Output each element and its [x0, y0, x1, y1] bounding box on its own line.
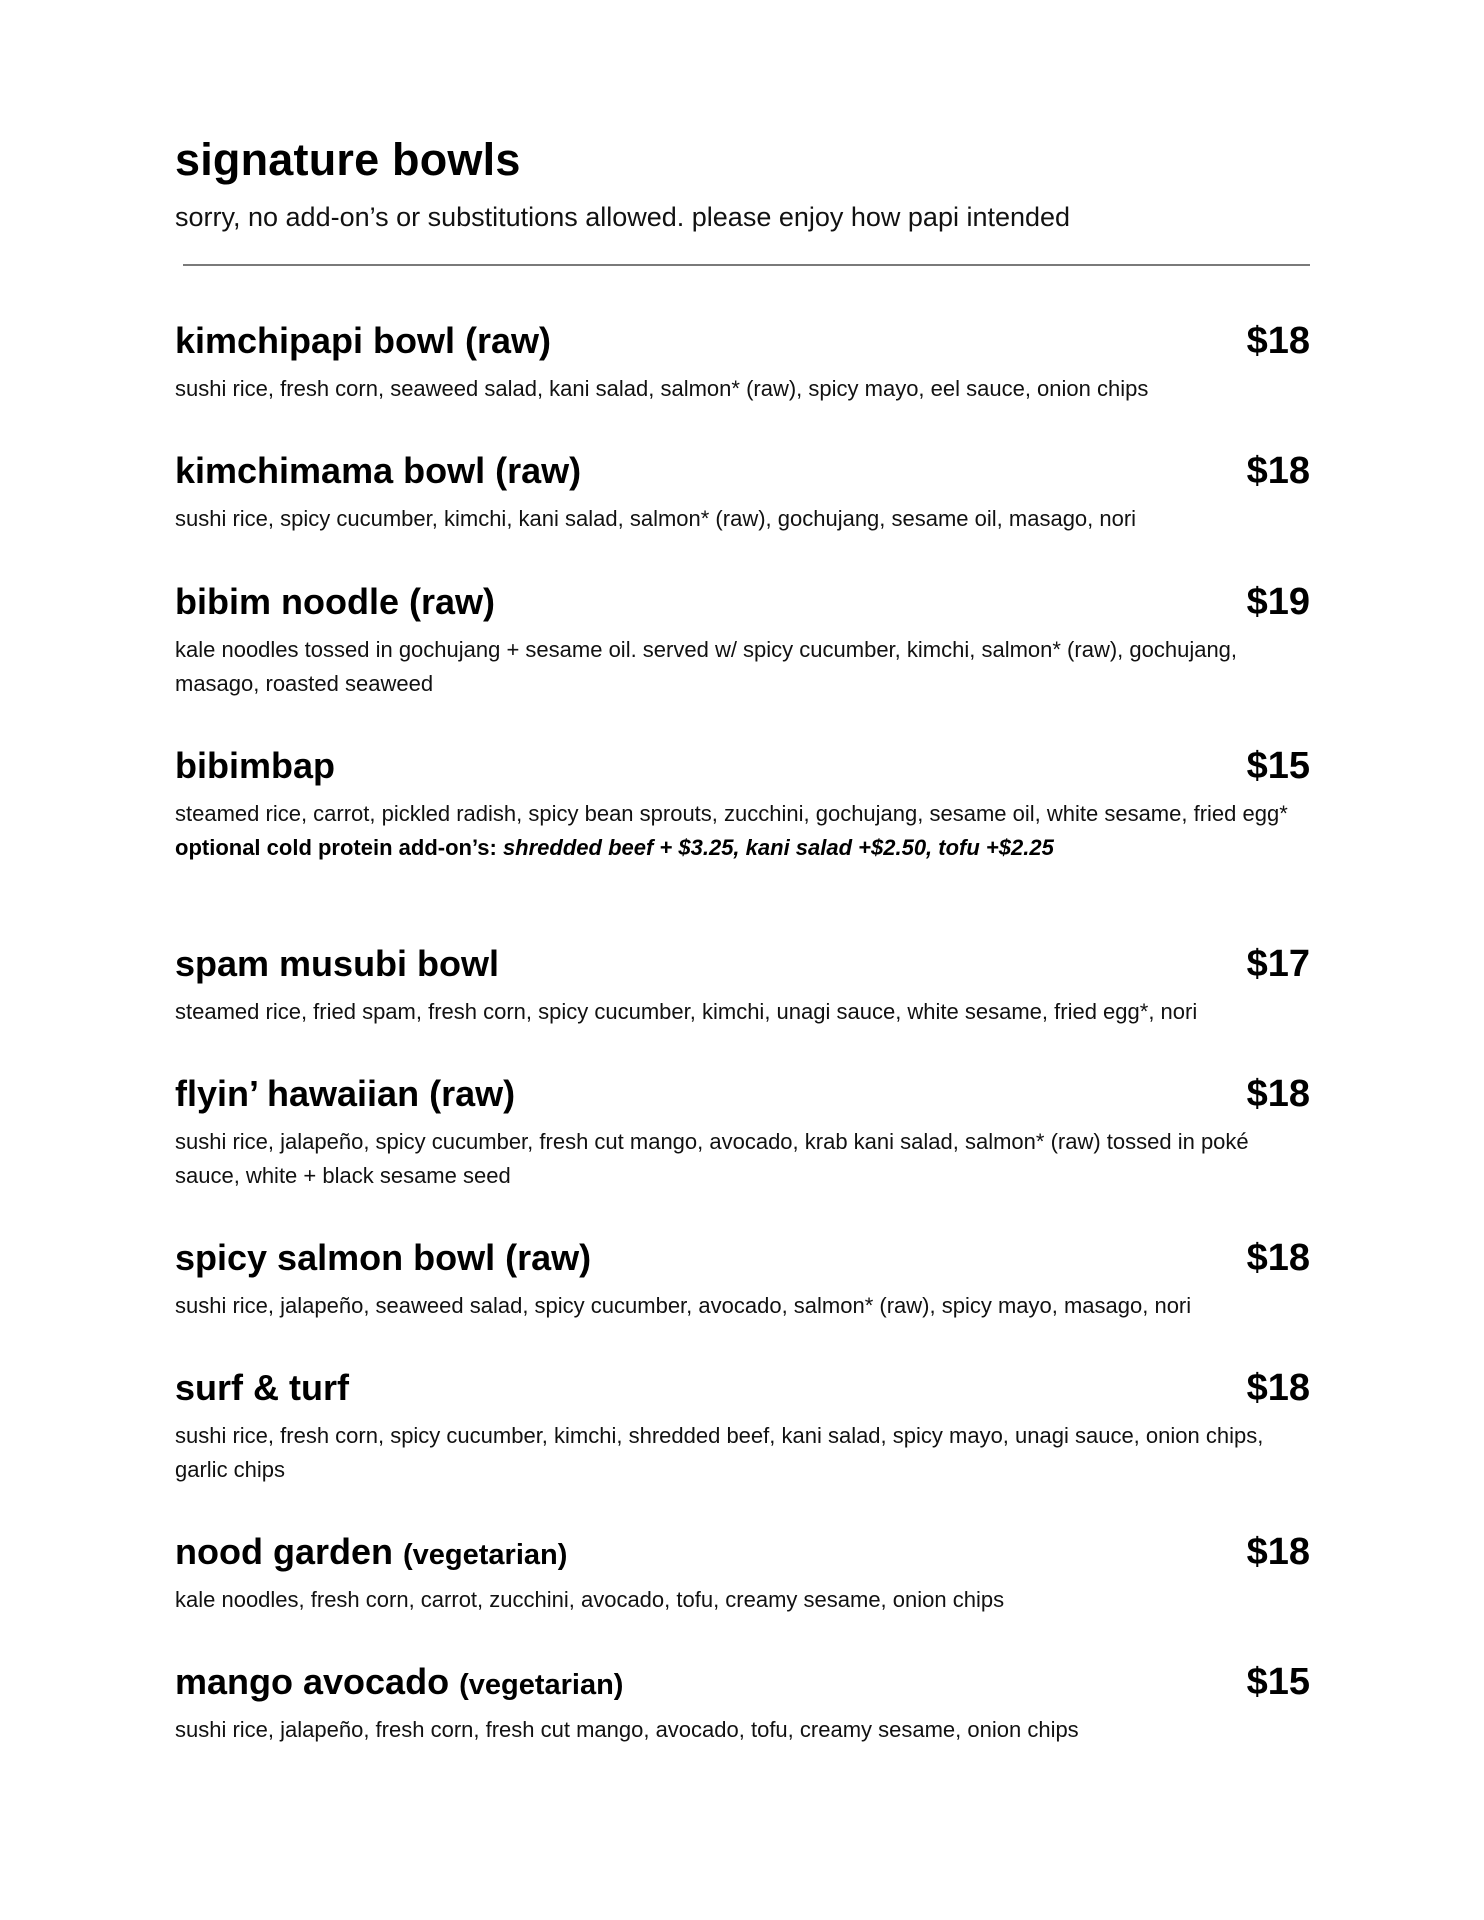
- divider: [183, 264, 1310, 266]
- item-price: $18: [1246, 320, 1310, 362]
- menu-item: [175, 1235, 1310, 1323]
- item-price: $18: [1246, 1531, 1310, 1573]
- menu-item: [175, 1071, 1310, 1193]
- item-name: kimchipapi bowl (raw): [175, 320, 552, 361]
- menu-item: [175, 448, 1310, 536]
- menu-item: [175, 1659, 1310, 1747]
- item-name: nood garden (vegetarian): [175, 1531, 568, 1572]
- item-description: sushi rice, jalapeño, fresh corn, fresh cut mango, avocado, tofu, creamy sesame, onion chips: [175, 1717, 1079, 1742]
- item-description: kale noodles tossed in gochujang + sesame oil. served w/ spicy cucumber, kimchi, salmon* (raw), gochujang, masago, roasted seaweed: [175, 637, 1238, 696]
- vegetarian-tag: (vegetarian): [459, 1669, 624, 1701]
- item-price: $19: [1246, 581, 1310, 623]
- menu-item: [175, 1365, 1310, 1487]
- addons-label: optional cold protein add-on’s:: [175, 835, 503, 860]
- item-price: $17: [1246, 943, 1310, 985]
- menu-item: [175, 579, 1310, 701]
- item-description: steamed rice, fried spam, fresh corn, spicy cucumber, kimchi, unagi sauce, white sesame, fried egg*, nori: [175, 999, 1198, 1024]
- item-price: $18: [1246, 1367, 1310, 1409]
- item-price: $18: [1246, 1073, 1310, 1115]
- item-price: $15: [1246, 1661, 1310, 1703]
- item-price: $18: [1246, 1237, 1310, 1279]
- item-name: kimchimama bowl (raw): [175, 450, 582, 491]
- item-description: sushi rice, fresh corn, seaweed salad, kani salad, salmon* (raw), spicy mayo, eel sauce, onion chips: [175, 376, 1149, 401]
- item-description: sushi rice, spicy cucumber, kimchi, kani salad, salmon* (raw), gochujang, sesame oil, masago, nori: [175, 506, 1137, 531]
- item-description: sushi rice, jalapeño, seaweed salad, spicy cucumber, avocado, salmon* (raw), spicy mayo, masago, nori: [175, 1293, 1192, 1318]
- menu-item: [175, 318, 1310, 406]
- item-description: kale noodles, fresh corn, carrot, zucchini, avocado, tofu, creamy sesame, onion chips: [175, 1587, 1005, 1612]
- item-name: mango avocado (vegetarian): [175, 1661, 624, 1702]
- item-addons: [175, 831, 1310, 865]
- item-description: sushi rice, fresh corn, spicy cucumber, kimchi, shredded beef, kani salad, spicy mayo, unagi sauce, onion chips, garlic chips: [175, 1423, 1264, 1482]
- page-subtitle: sorry, no add-on’s or substitutions allowed. please enjoy how papi intended: [175, 202, 1071, 232]
- item-price: $15: [1246, 745, 1310, 787]
- item-name: spam musubi bowl: [175, 943, 500, 984]
- menu-item: [175, 941, 1310, 1029]
- vegetarian-tag: (vegetarian): [403, 1539, 568, 1571]
- page-title: signature bowls: [175, 134, 521, 185]
- item-name: flyin’ hawaiian (raw): [175, 1073, 516, 1114]
- menu-item: [175, 1529, 1310, 1617]
- item-name: spicy salmon bowl (raw): [175, 1237, 592, 1278]
- item-name: surf & turf: [175, 1367, 349, 1408]
- item-name: bibim noodle (raw): [175, 581, 495, 622]
- addons-list: shredded beef + $3.25, kani salad +$2.50, tofu +$2.25: [502, 835, 1054, 860]
- item-description: sushi rice, jalapeño, spicy cucumber, fresh cut mango, avocado, krab kani salad, salmon* (raw) tossed in poké sauce, white + black sesame seed: [175, 1129, 1249, 1188]
- item-name: bibimbap: [175, 745, 335, 786]
- menu-item: [175, 743, 1310, 865]
- item-price: $18: [1246, 450, 1310, 492]
- item-description: steamed rice, carrot, pickled radish, spicy bean sprouts, zucchini, gochujang, sesame oil, white sesame, fried egg*: [175, 801, 1288, 826]
